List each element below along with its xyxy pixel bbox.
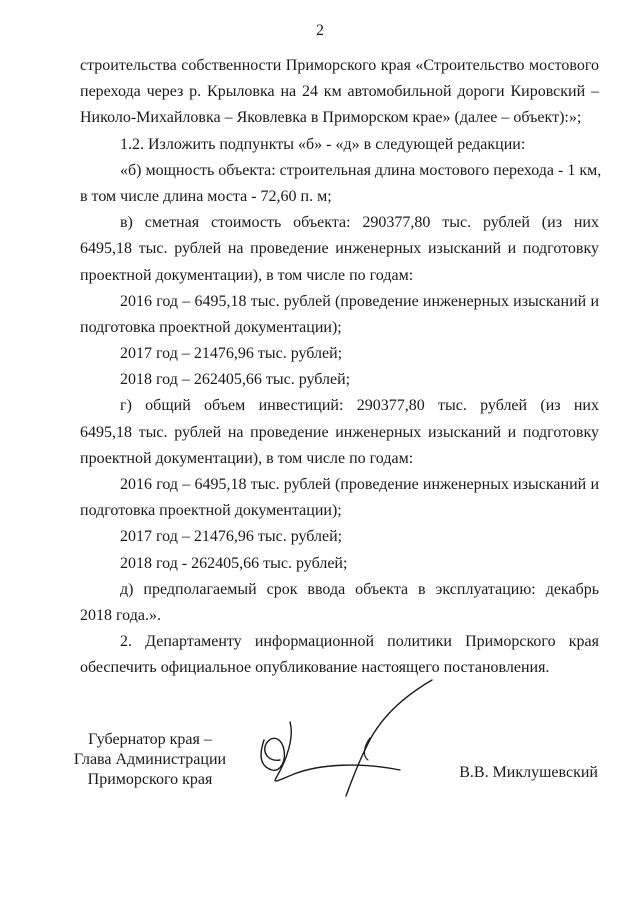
text-line: «б) мощность объекта: строительная длина мостового перехода - 1 км,	[120, 161, 602, 179]
text-line: 2017 год – 21476,96 тыс. рублей;	[120, 345, 343, 363]
text-line: 2016 год – 6495,18 тыс. рублей (проведение инженерных изысканий и	[120, 476, 599, 493]
text-line: 2017 год – 21476,96 тыс. рублей;	[120, 528, 343, 546]
text-line: в) сметная стоимость объекта: 290377,80 тыс. рублей (из них	[120, 214, 599, 232]
text-line: подготовка проектной документации);	[80, 318, 342, 336]
signatory-title-line: Губернатор края –	[88, 731, 212, 748]
text-line: 2018 года.».	[80, 606, 161, 624]
handwritten-signature	[250, 678, 450, 798]
text-line: 2018 год – 262405,66 тыс. рублей;	[120, 371, 351, 389]
text-line: 2018 год - 262405,66 тыс. рублей;	[120, 554, 348, 572]
text-line: перехода через р. Крыловка на 24 км автомобильной дороги Кировский –	[80, 83, 599, 101]
page-number: 2	[316, 22, 324, 39]
text-line: 2. Департаменту информационной политики Приморского края	[120, 633, 599, 651]
text-line: подготовка проектной документации);	[80, 502, 342, 520]
text-line: 6495,18 тыс. рублей на проведение инженерных изысканий и подготовку	[80, 240, 599, 258]
document-body	[80, 53, 602, 682]
text-line: Николо-Михайловка – Яковлевка в Приморском крае» (далее – объект):»;	[80, 109, 582, 127]
signatory-title-line: Приморского края	[87, 771, 213, 788]
text-line: 1.2. Изложить подпункты «б» - «д» в следующей редакции:	[120, 135, 526, 153]
text-line: проектной документации), в том числе по годам:	[80, 449, 414, 467]
signatory-title	[70, 730, 230, 790]
text-line: д) предполагаемый срок ввода объекта в эксплуатацию: декабрь	[120, 580, 599, 598]
text-line: 6495,18 тыс. рублей на проведение инженерных изысканий и подготовку	[80, 423, 599, 441]
text-line: проектной документации), в том числе по годам:	[80, 266, 414, 284]
text-line: обеспечить официальное опубликование настоящего постановления.	[80, 659, 550, 677]
text-line: г) общий объем инвестиций: 290377,80 тыс. рублей (из них	[120, 397, 599, 415]
text-line: в том числе длина моста - 72,60 п. м;	[80, 187, 332, 205]
signatory-name: В.В. Миклушевский	[459, 764, 598, 781]
text-line: строительства собственности Приморского края «Строительство мостового	[80, 57, 599, 74]
text-line: 2016 год – 6495,18 тыс. рублей (проведение инженерных изысканий и	[120, 292, 599, 310]
signatory-title-line: Глава Администрации	[73, 751, 227, 768]
